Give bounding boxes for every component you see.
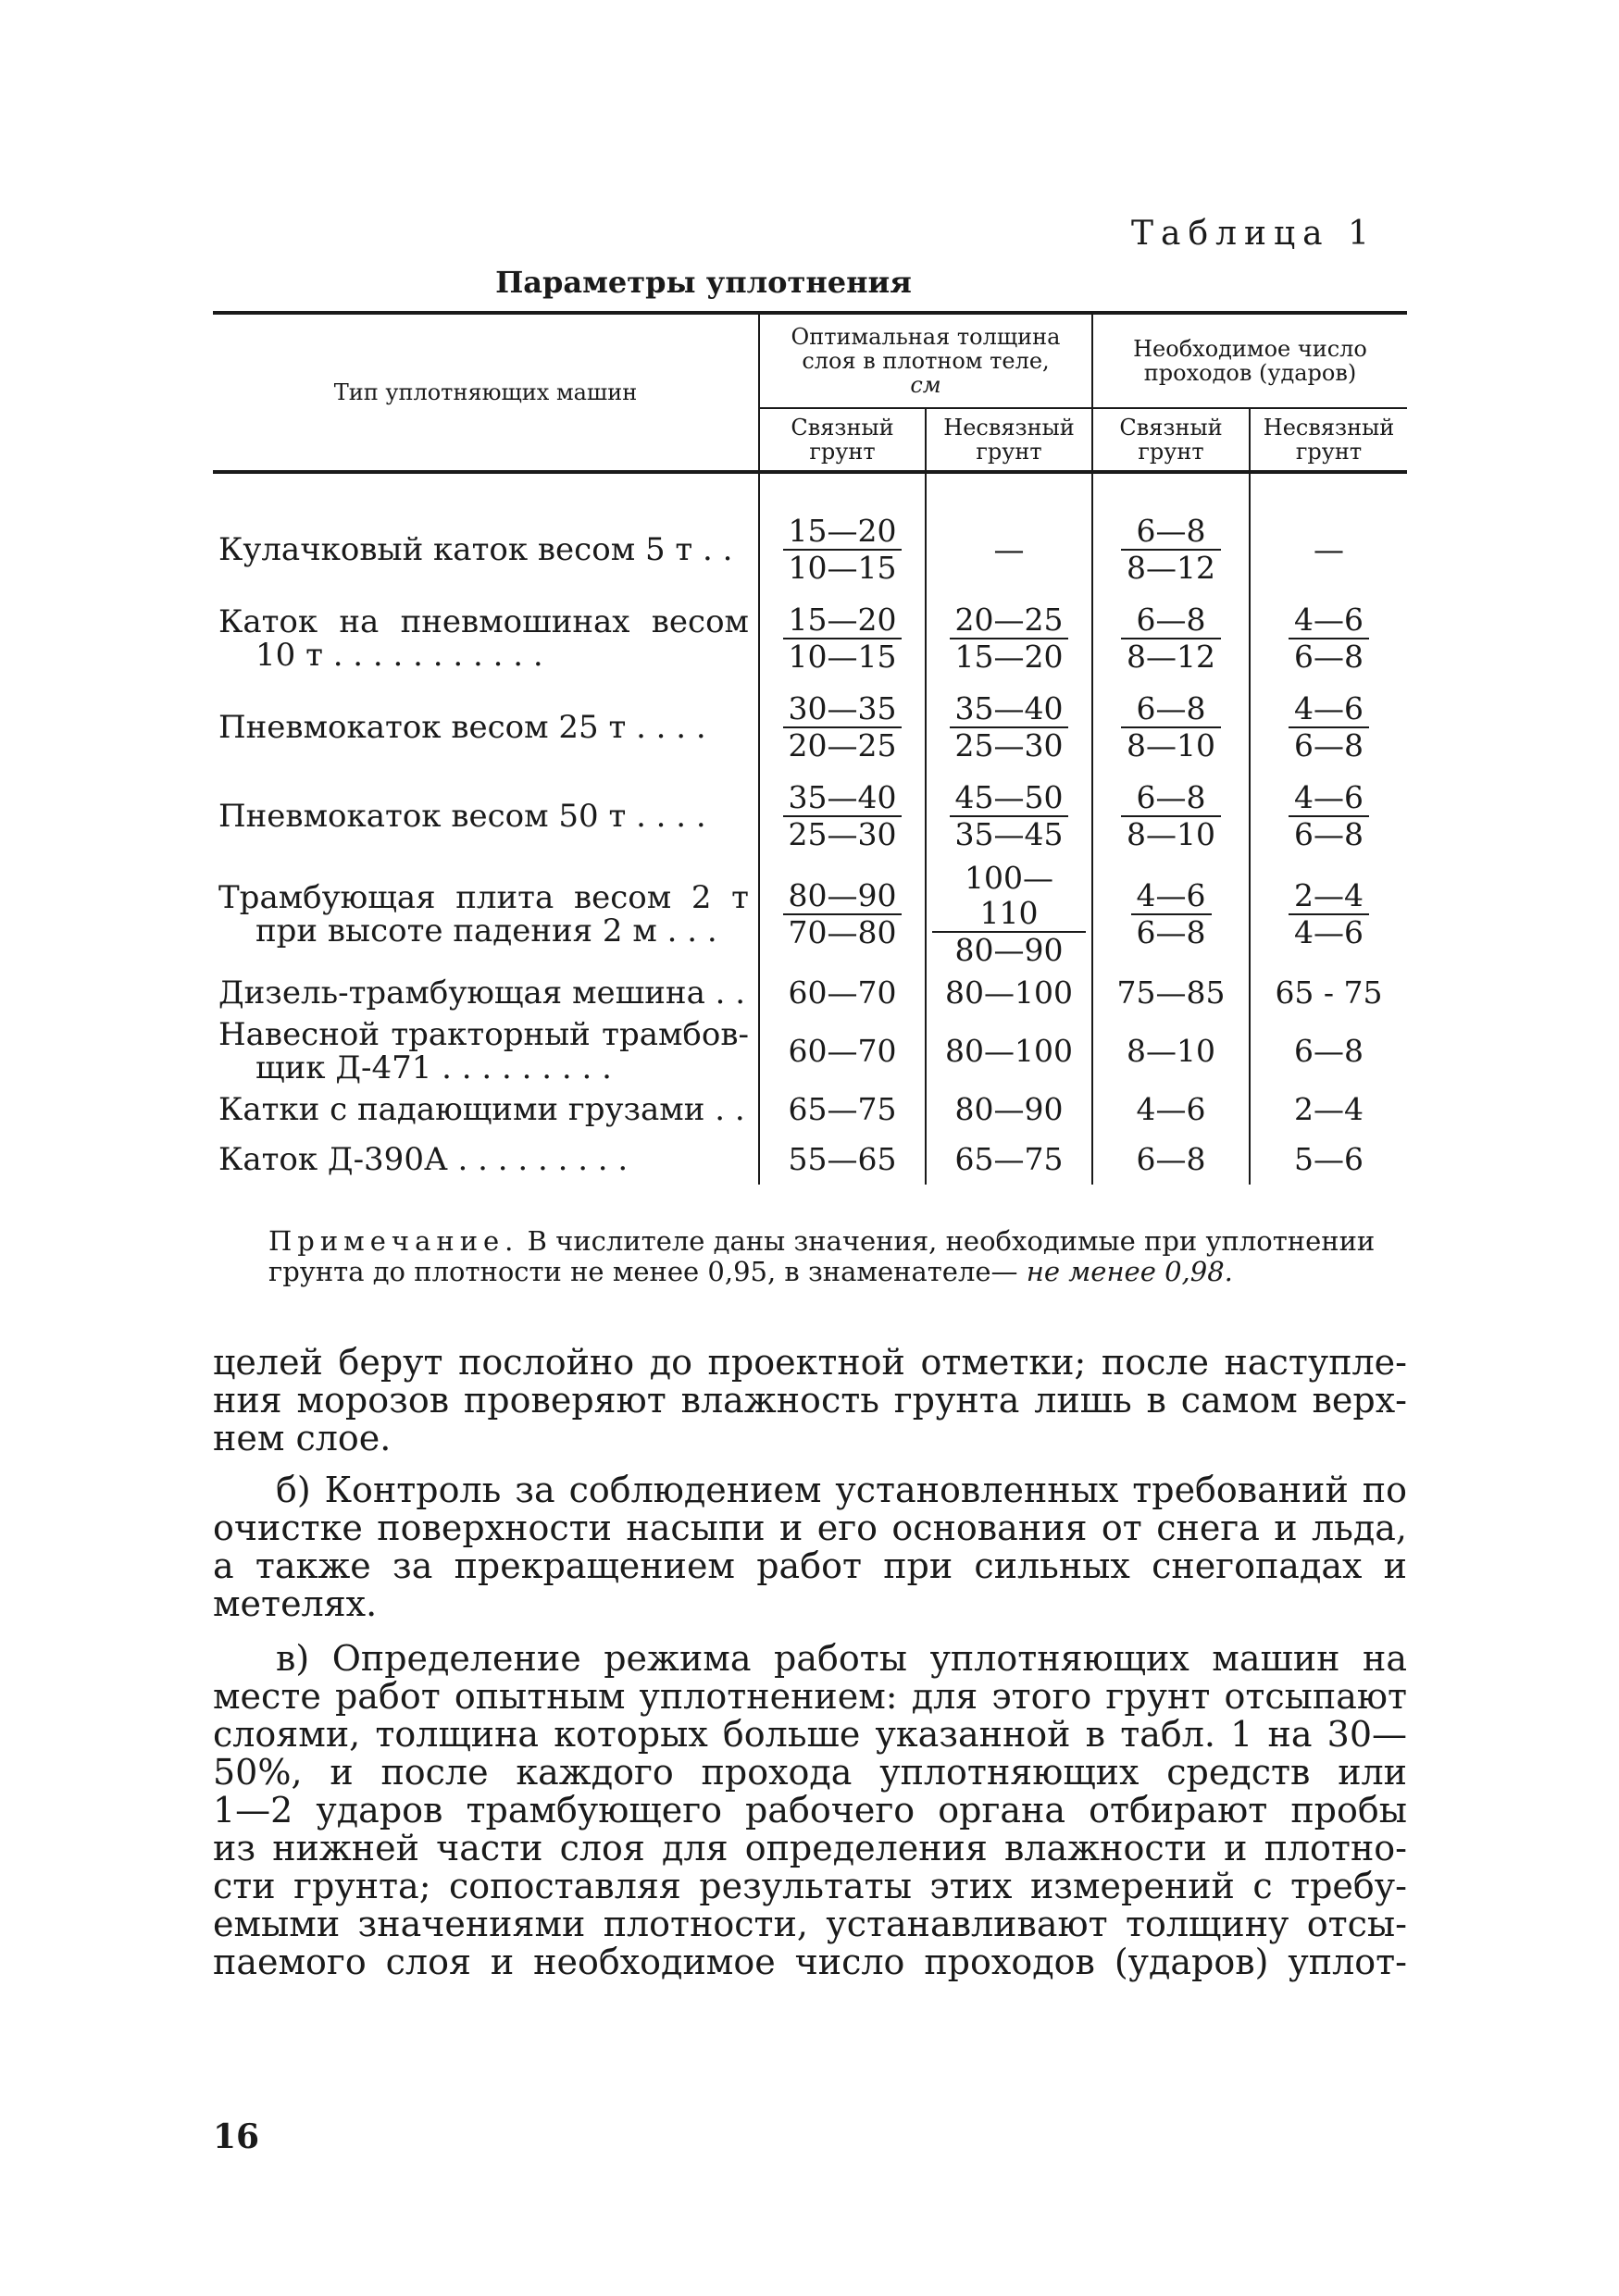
numerator: 4—6 [1289, 780, 1369, 817]
value-cell-p-non [1250, 1135, 1407, 1185]
numerator: 6—8 [1121, 691, 1221, 728]
value-cell-t-coh [759, 1018, 926, 1085]
column-header-machine-type: Тип уплотняющих машин [213, 313, 759, 472]
fraction-value [1289, 691, 1369, 763]
machine-name [213, 772, 759, 861]
value-cell-p-non [1250, 968, 1407, 1018]
denominator: 70—80 [788, 914, 897, 950]
fraction-value [1121, 514, 1221, 586]
value-cell-p-coh [1092, 472, 1250, 594]
machine-name-continuation: 10 т . . . . . . . . . . . [255, 637, 543, 674]
numerator: 4—6 [1289, 691, 1369, 728]
single-value: — [993, 531, 1025, 567]
denominator: 6—8 [1136, 914, 1206, 950]
denominator: 6—8 [1294, 816, 1364, 852]
value-cell-t-non [926, 472, 1092, 594]
column-group-layer-thickness: Оптимальная толщина слоя в плотном теле, см [759, 313, 1092, 408]
fraction-value [1289, 780, 1369, 852]
fraction-value [783, 514, 903, 586]
body-paragraph-1 [213, 1344, 1407, 1458]
note-text: В числителе даны значения, необходимые при уплотнении грунта до плотности не менее 0,95, в знаменателе— [268, 1225, 1376, 1287]
value-cell-t-non [926, 1018, 1092, 1085]
text-line: сти грунта; сопоставляя результаты этих измерений с требу- [213, 1866, 1407, 1906]
text-line: очистке поверхности насыпи и его основания от снега и льда, [213, 1508, 1407, 1548]
fraction-value [1121, 602, 1221, 675]
numerator: 35—40 [950, 691, 1069, 728]
subheader-cohesive: Связный грунт [759, 408, 926, 472]
single-value: 6—8 [1136, 1141, 1206, 1177]
text-line: целей берут послойно до проектной отметки; после наступле- [213, 1342, 1407, 1383]
table-row [213, 472, 1407, 594]
text-line: б) Контроль за соблюдением установленных требований по [276, 1470, 1407, 1510]
text-line: 1—2 ударов трамбующего рабочего органа отбирают пробы [213, 1790, 1407, 1831]
fraction-value [783, 691, 903, 763]
numerator: 100—110 [932, 861, 1086, 933]
machine-name-continuation: щик Д-471 . . . . . . . . . [255, 1049, 612, 1086]
denominator: 8—10 [1127, 816, 1215, 852]
value-cell-t-non [926, 968, 1092, 1018]
value-cell-t-coh [759, 1135, 926, 1185]
value-cell-t-coh [759, 1085, 926, 1135]
fraction-value [950, 780, 1069, 852]
value-cell-t-non [926, 1135, 1092, 1185]
fraction-value [1131, 878, 1212, 950]
numerator: 4—6 [1131, 878, 1212, 915]
note-text-end: не менее 0,98. [1026, 1256, 1233, 1287]
machine-name [213, 1085, 759, 1135]
denominator: 20—25 [788, 727, 897, 763]
fraction-value [950, 691, 1069, 763]
value-cell-p-coh [1092, 861, 1250, 968]
denominator: 15—20 [954, 639, 1064, 675]
table-row [213, 683, 1407, 772]
text-line: паемого слоя и необходимое число проходов (ударов) уплот- [213, 1942, 1407, 1982]
fraction-value [783, 602, 903, 675]
text-line: слоями, толщина которых больше указанной в табл. 1 на 30— [213, 1714, 1407, 1755]
machine-name [213, 1135, 759, 1185]
subheader-cohesive: Связный грунт [1092, 408, 1250, 472]
body-paragraph-2 [213, 1471, 1407, 1623]
single-value: 5—6 [1294, 1141, 1364, 1177]
value-cell-p-coh [1092, 1018, 1250, 1085]
page-number: 16 [213, 2117, 260, 2156]
value-cell-p-coh [1092, 683, 1250, 772]
value-cell-p-coh [1092, 772, 1250, 861]
text-line: 50%, и после каждого прохода уплотняющих средств или [213, 1752, 1407, 1793]
denominator: 35—45 [954, 816, 1064, 852]
single-value: 55—65 [788, 1141, 897, 1177]
column-group-passes: Необходимое число проходов (ударов) [1092, 313, 1407, 408]
value-cell-p-non [1250, 1085, 1407, 1135]
single-value: 60—70 [788, 974, 897, 1011]
machine-name [213, 861, 759, 968]
numerator: 30—35 [783, 691, 903, 728]
table-title: Параметры уплотнения [495, 265, 912, 300]
single-value: 60—70 [788, 1033, 897, 1069]
value-cell-t-coh [759, 968, 926, 1018]
text-line: емыми значениями плотности, устанавливают толщину отсы- [213, 1904, 1407, 1944]
value-cell-t-non [926, 683, 1092, 772]
fraction-value [1289, 878, 1369, 950]
value-cell-p-non [1250, 683, 1407, 772]
numerator: 6—8 [1121, 780, 1221, 817]
value-cell-p-non [1250, 772, 1407, 861]
subheader-noncohesive: Несвязный грунт [1250, 408, 1407, 472]
denominator: 10—15 [788, 550, 897, 586]
denominator: 8—12 [1127, 639, 1215, 675]
denominator: 6—8 [1294, 727, 1364, 763]
numerator: 4—6 [1289, 602, 1369, 639]
table-row [213, 968, 1407, 1018]
body-paragraph-3 [213, 1640, 1407, 1981]
single-value: 4—6 [1136, 1091, 1206, 1127]
numerator: 45—50 [950, 780, 1069, 817]
value-cell-p-non [1250, 861, 1407, 968]
fraction-value [783, 780, 903, 852]
machine-name-text: Пневмокаток весом 50 т . . . . [218, 798, 706, 835]
fraction-value [950, 602, 1069, 675]
denominator: 25—30 [788, 816, 897, 852]
machine-name-text: Кулачковый каток весом 5 т . . [218, 531, 733, 568]
fraction-value [932, 861, 1086, 968]
value-cell-p-coh [1092, 594, 1250, 683]
text-line: в) Определение режима работы уплотняющих машин на [276, 1638, 1407, 1679]
denominator: 8—12 [1127, 550, 1215, 586]
denominator: 6—8 [1294, 639, 1364, 675]
denominator: 80—90 [954, 932, 1064, 968]
machine-name-text: Дизель-трамбующая мешина . . [218, 974, 746, 1011]
single-value: — [1314, 531, 1344, 567]
single-value: 65—75 [954, 1141, 1064, 1177]
numerator: 6—8 [1121, 602, 1221, 639]
single-value: 80—100 [945, 974, 1073, 1011]
single-value: 80—100 [945, 1033, 1073, 1069]
table-row [213, 1018, 1407, 1085]
value-cell-p-non [1250, 1018, 1407, 1085]
numerator: 15—20 [783, 602, 903, 639]
fraction-value [1289, 602, 1369, 675]
machine-name [213, 968, 759, 1018]
value-cell-p-non [1250, 472, 1407, 594]
single-value: 65—75 [788, 1091, 897, 1127]
table-note [268, 1226, 1407, 1287]
single-value: 6—8 [1294, 1033, 1364, 1069]
numerator: 20—25 [950, 602, 1069, 639]
subheader-noncohesive: Несвязный грунт [926, 408, 1092, 472]
machine-name-text: Каток на пневмошинах весом [218, 603, 749, 640]
value-cell-p-coh [1092, 968, 1250, 1018]
text-line: а также за прекращением работ при сильных снегопадах и [213, 1545, 1407, 1586]
numerator: 15—20 [783, 514, 903, 551]
value-cell-t-coh [759, 861, 926, 968]
value-cell-p-coh [1092, 1085, 1250, 1135]
table-number-label: Таблица 1 [1131, 215, 1376, 253]
machine-name [213, 472, 759, 594]
value-cell-t-non [926, 861, 1092, 968]
numerator: 80—90 [783, 878, 903, 915]
note-label: Примечание. [268, 1225, 519, 1257]
machine-name-text: Каток Д-390А . . . . . . . . . [218, 1141, 629, 1178]
machine-name-text: Катки с падающими грузами . . [218, 1091, 745, 1128]
fraction-value [1121, 691, 1221, 763]
value-cell-t-non [926, 1085, 1092, 1135]
table-row [213, 594, 1407, 683]
fraction-value [783, 878, 903, 950]
text-line: нем слое. [213, 1418, 392, 1458]
text-line: ния морозов проверяют влажность грунта лишь в самом верх- [213, 1380, 1407, 1421]
value-cell-p-coh [1092, 1135, 1250, 1185]
numerator: 2—4 [1289, 878, 1369, 915]
single-value: 2—4 [1294, 1091, 1364, 1127]
table-row [213, 1135, 1407, 1185]
denominator: 10—15 [788, 639, 897, 675]
value-cell-t-coh [759, 683, 926, 772]
value-cell-t-coh [759, 594, 926, 683]
single-value: 8—10 [1127, 1033, 1215, 1069]
text-line: месте работ опытным уплотнением: для этого грунт отсыпают [213, 1676, 1407, 1717]
machine-name-continuation: при высоте падения 2 м . . . [255, 912, 717, 949]
numerator: 35—40 [783, 780, 903, 817]
fraction-value [1121, 780, 1221, 852]
table-row [213, 861, 1407, 968]
value-cell-t-coh [759, 772, 926, 861]
value-cell-t-non [926, 594, 1092, 683]
machine-name [213, 594, 759, 683]
compaction-parameters-table [213, 311, 1407, 1185]
value-cell-t-coh [759, 472, 926, 594]
single-value: 65 - 75 [1275, 974, 1383, 1011]
single-value: 75—85 [1116, 974, 1226, 1011]
value-cell-t-non [926, 772, 1092, 861]
denominator: 4—6 [1294, 914, 1364, 950]
text-line: метелях. [213, 1583, 378, 1624]
machine-name-text: Трамбующая плита весом 2 т [218, 879, 749, 916]
table-row [213, 772, 1407, 861]
text-line: из нижней части слоя для определения влажности и плотно- [213, 1828, 1407, 1868]
machine-name-text: Пневмокаток весом 25 т . . . . [218, 709, 706, 746]
value-cell-p-non [1250, 594, 1407, 683]
denominator: 8—10 [1127, 727, 1215, 763]
denominator: 25—30 [954, 727, 1064, 763]
single-value: 80—90 [954, 1091, 1064, 1127]
machine-name [213, 683, 759, 772]
table-row [213, 1085, 1407, 1135]
machine-name [213, 1018, 759, 1085]
machine-name-text: Навесной тракторный трамбов- [218, 1016, 749, 1053]
numerator: 6—8 [1121, 514, 1221, 551]
